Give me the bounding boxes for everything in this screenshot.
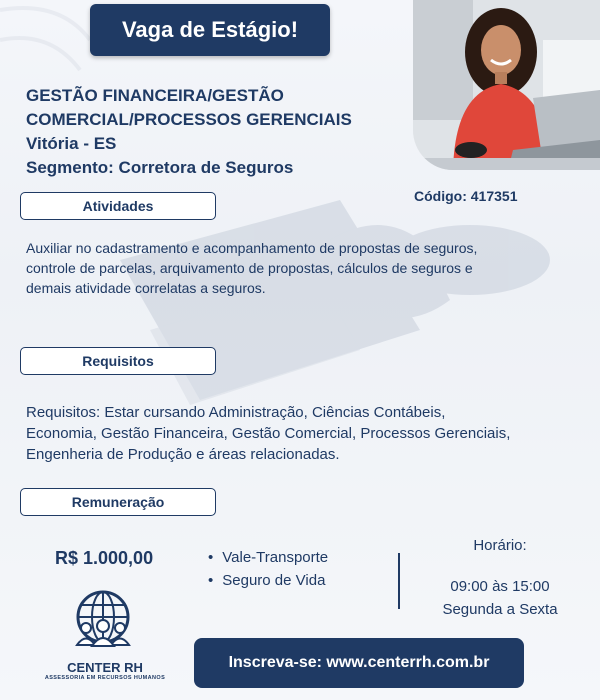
brand-logo-text <box>25 660 185 681</box>
salary-value: R$ 1.000,00 <box>55 548 154 568</box>
woman-at-laptop-image <box>413 0 600 170</box>
schedule-hours: 09:00 às 15:00 <box>450 578 550 595</box>
benefit-item: • Seguro de Vida <box>208 569 328 592</box>
benefit-item: • Vale-Transporte <box>208 546 328 569</box>
candidate-photo <box>413 0 600 170</box>
job-segment: Segmento: Corretora de Seguros <box>26 158 294 177</box>
brand-tagline: ASSESSORIA EM RECURSOS HUMANOS <box>44 675 166 681</box>
header-badge <box>90 4 330 56</box>
job-title-block <box>26 84 406 180</box>
compensation-heading-label: Remuneração <box>71 494 165 510</box>
activities-text-line-1: Auxiliar no cadastramento e acompanhamento de propostas de seguros, <box>26 240 478 256</box>
activities-text-line-3: demais atividade correlatas a seguros. <box>26 280 266 296</box>
apply-link-label: Inscreva-se: www.centerrh.com.br <box>228 654 490 671</box>
activities-heading <box>20 192 216 220</box>
globe-people-icon <box>58 590 148 650</box>
requirements-text <box>26 402 566 465</box>
job-code: Código: 417351 <box>414 188 518 204</box>
schedule-days: Segunda a Sexta <box>442 601 558 618</box>
activities-heading-label: Atividades <box>82 198 154 214</box>
job-location: Vitória - ES <box>26 134 117 153</box>
job-title-line-1: GESTÃO FINANCEIRA/GESTÃO <box>26 86 284 105</box>
divider <box>398 553 400 609</box>
requirements-text-line-3: Engenheria de Produção e áreas relacionadas. <box>26 446 340 463</box>
activities-text-line-2: controle de parcelas, arquivamento de propostas, cálculos de seguros e <box>26 260 473 276</box>
activities-text <box>26 238 566 298</box>
schedule-label: Horário: <box>473 537 527 554</box>
job-title-line-2: COMERCIAL/PROCESSOS GERENCIAIS <box>26 110 352 129</box>
requirements-text-line-1: Requisitos: Estar cursando Administração, Ciências Contábeis, <box>26 404 446 421</box>
requirements-heading <box>20 347 216 375</box>
requirements-heading-label: Requisitos <box>82 353 154 369</box>
header-badge-label: Vaga de Estágio! <box>121 17 299 42</box>
benefits-list <box>208 546 328 592</box>
brand-name: CENTER RH <box>67 660 143 675</box>
apply-link-button[interactable] <box>194 638 524 688</box>
compensation-heading <box>20 488 216 516</box>
requirements-text-line-2: Economia, Gestão Financeira, Gestão Comercial, Processos Gerenciais, <box>26 425 511 442</box>
